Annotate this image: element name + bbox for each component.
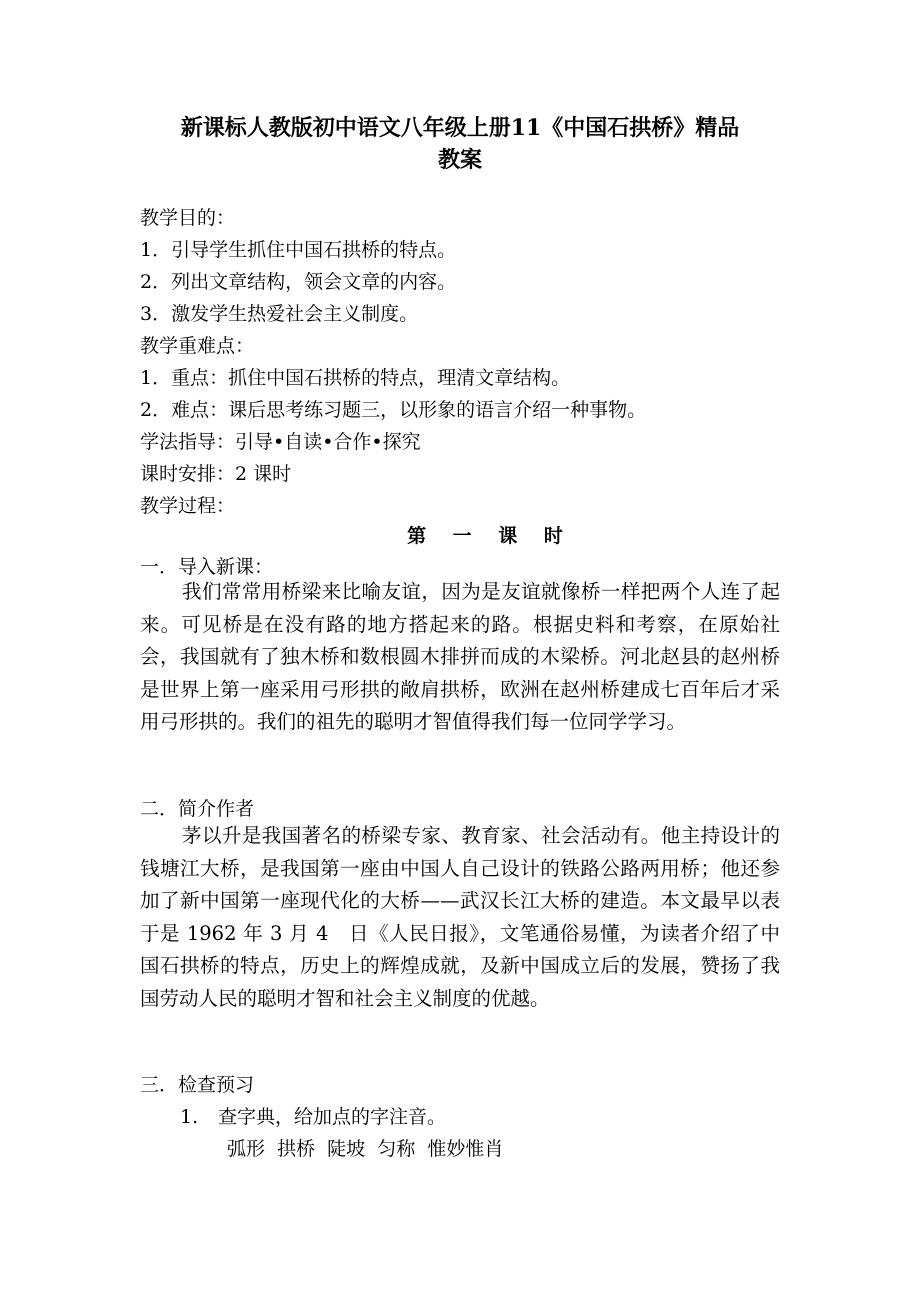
- item-number: 1.: [180, 1106, 199, 1128]
- item-text: 查字典，给加点的字注音。: [218, 1106, 447, 1128]
- process-heading: 教学过程：: [140, 495, 236, 517]
- section3-words: 弧形 拱桥 陡坡 匀称 惟妙惟肖: [227, 1138, 504, 1160]
- document-title-line2: 教案: [437, 147, 482, 173]
- schedule-line: 课时安排：2 课时: [140, 463, 292, 485]
- section3-heading: 三．检查预习: [140, 1074, 255, 1096]
- objective-item-2: 2．列出文章结构，领会文章的内容。: [140, 271, 457, 293]
- section1-paragraph: 我们常常用桥梁来比喻友谊，因为是友谊就像桥一样把两个人连了起来。可见桥是在没有路的地方搭起来的路。根据史料和考察，在原始社会，我国就有了独木桥和数根圆木排拼而成的木梁桥。河北赵县的赵州桥是世界上第一座采用弓形拱的敞肩拱桥，欧洲在赵州桥建成七百年后才采用弓形拱的。我们的祖先的聪明才智值得我们每一位同学学习。: [140, 580, 780, 733]
- method-line: 学法指导：引导•自读•合作•探究: [140, 431, 421, 453]
- section3-item-1: [180, 1102, 780, 1132]
- lesson-heading: 第 一 课 时: [407, 525, 573, 547]
- objectives-heading: 教学目的：: [140, 207, 236, 229]
- key-point-item-2: 2．难点：课后思考练习题三，以形象的语言介绍一种事物。: [140, 399, 647, 421]
- document-title-line1: 新课标人教版初中语文八年级上册11《中国石拱桥》精品: [180, 115, 740, 141]
- key-point-item-1: 1．重点：抓住中国石拱桥的特点，理清文章结构。: [140, 367, 571, 389]
- key-points-heading: 教学重难点：: [140, 335, 255, 357]
- objective-item-3: 3．激发学生热爱社会主义制度。: [140, 303, 419, 325]
- objective-item-1: 1．引导学生抓住中国石拱桥的特点。: [140, 239, 457, 261]
- section2-paragraph: 茅以升是我国著名的桥梁专家、教育家、社会活动有。他主持设计的钱塘江大桥，是我国第一座由中国人自己设计的铁路公路两用桥；他还参加了新中国第一座现代化的大桥——武汉长江大桥的建造。本文最早以表于是 1962 年 3 月 4 日《人民日报》，文笔通俗易懂，为读者介绍了中国石拱桥的特点，历史上的辉煌成就，及新中国成立后的发展，赞扬了我国劳动人民的聪明才智和社会主义制度的优越。: [140, 824, 780, 1010]
- section2-heading: 二．简介作者: [140, 798, 255, 820]
- section1-heading: 一．导入新课：: [140, 556, 274, 578]
